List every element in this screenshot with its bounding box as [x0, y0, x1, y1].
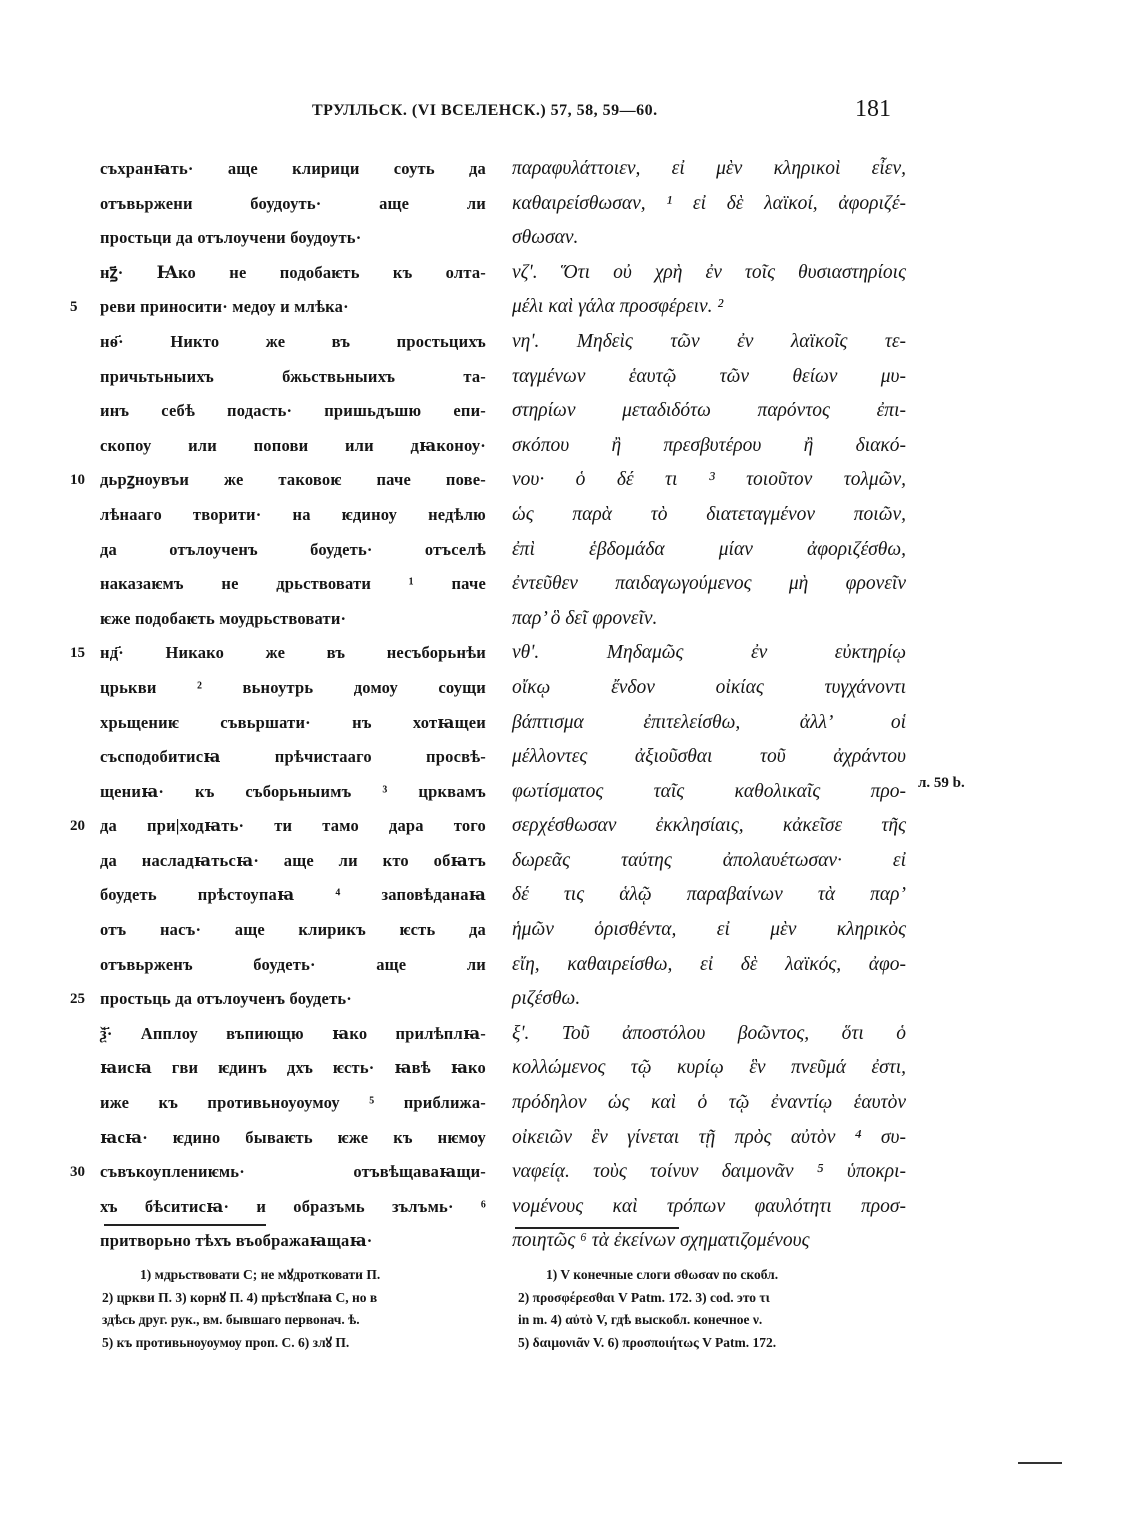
- greek-line: ὡς παρὰ τὸ διατεταγμένον ποιῶν,: [512, 503, 906, 525]
- slavonic-line: [70, 463, 486, 498]
- greek-line: ποιητῶς ⁶ τὰ ἐκείνων σχηματιζομένους: [512, 1230, 810, 1252]
- greek-line: οἴκῳ ἔνδον οἰκίας τυγχάνοντι: [512, 676, 906, 698]
- slavonic-line-text: притворьно тѣхъ въображаꙗщаꙗ·: [100, 1231, 373, 1251]
- greek-line: σθωσαν.: [512, 227, 579, 249]
- slavonic-line: [70, 1155, 486, 1190]
- greek-line: βάπτισμα ἐπιτελείσθω, ἀλλ’ οἱ: [512, 711, 906, 733]
- greek-column: [512, 152, 906, 1259]
- greek-line: μέλλοντες ἀξιοῦσθαι τοῦ ἀχράντου: [512, 746, 906, 768]
- slavonic-line: [100, 1051, 486, 1086]
- slavonic-line: [100, 360, 486, 395]
- slavonic-line: [100, 1017, 486, 1052]
- slavonic-line-text: съсподобитисꙗ прѣчистааго просвѣ-: [100, 747, 486, 767]
- slavonic-line: [70, 290, 486, 325]
- slavonic-line: [100, 567, 486, 602]
- greek-line: ταγμένων ἑαυτῷ τῶν θείων μυ-: [512, 365, 906, 387]
- slavonic-column: [70, 152, 486, 1259]
- footnote-line: 1) V конечные слоги σθωσαν по скобл.: [546, 1267, 779, 1282]
- slavonic-line: [100, 1086, 486, 1121]
- slavonic-line-text: скопоу или попови или дꙗконоу·: [100, 435, 486, 455]
- footnotes-greek: [518, 1264, 908, 1354]
- folio-margin-note: л. 59 b.: [918, 775, 965, 791]
- slavonic-line-text: да при|ходꙗть· ти тамо дара того: [100, 816, 486, 836]
- slavonic-line-text: инъ себѣ подасть· пришьдъшю епи-: [100, 401, 486, 421]
- line-number: 5: [70, 299, 78, 316]
- slavonic-line: [100, 602, 486, 637]
- greek-line: πρόδηλον ὡς καὶ ὁ τῷ ἐναντίῳ ἑαυτὸν: [512, 1092, 906, 1114]
- slavonic-line: [100, 1224, 486, 1259]
- greek-line: κολλώμενος τῷ κυρίῳ ἓν πνεῦμά ἐστι,: [512, 1057, 906, 1079]
- greek-line: μέλι καὶ γάλα προσφέρειν. ²: [512, 296, 724, 318]
- footnote-line: 1) мдрьствовати С; не мꙋдротковати П.: [140, 1267, 381, 1282]
- slavonic-line: [70, 636, 486, 671]
- slavonic-line-text: щениꙗ· къ съборьныимъ ³ црквамъ: [100, 781, 486, 801]
- greek-line: ἡμῶν ὁρισθέντα, εἰ μὲν κληρικὸς: [512, 919, 906, 941]
- slavonic-line: [100, 740, 486, 775]
- footnote-line: 5) къ противьноуоумоу проп. С. 6) злꙋ П.: [102, 1334, 350, 1350]
- slavonic-line: [100, 187, 486, 222]
- slavonic-line: [100, 221, 486, 256]
- slavonic-line: [100, 1190, 486, 1225]
- greek-line: παρ’ ὃ δεῖ φρονεῖν.: [512, 607, 658, 629]
- running-title: ТРУЛЛЬСК. (VI ВСЕЛЕНСК.) 57, 58, 59—60.: [312, 102, 658, 119]
- greek-line: νου· ὁ δέ τι ³ τοιοῦτον τολμῶν,: [512, 469, 906, 491]
- slavonic-line-text: отъ насъ· аще клирикъ ѥсть да: [100, 920, 486, 940]
- slavonic-line-text: да отълоученъ боудеть· отъселѣ: [100, 539, 486, 559]
- slavonic-line-text: наказаѥмъ не дрьствовати ¹ паче: [100, 574, 486, 594]
- greek-line: ξʹ. Τοῦ ἀποστόλου βοῶντος, ὅτι ὁ: [512, 1022, 906, 1044]
- greek-line: νηʹ. Μηδεὶς τῶν ἐν λαϊκοῖς τε-: [512, 330, 906, 352]
- slavonic-line: [100, 913, 486, 948]
- greek-line: δέ τις ἁλῷ παραβαίνων τὰ παρ’: [512, 884, 906, 906]
- footnote-line: 5) δαιμονιᾶν V. 6) προσποιήτως V Patm. 172.: [518, 1334, 777, 1350]
- page-number: 181: [855, 96, 891, 122]
- slavonic-line: [100, 775, 486, 810]
- slavonic-line: [100, 256, 486, 291]
- footnote-line: 2) цркви П. 3) корнꙋ П. 4) прѣстꙋпаꙗ С, но в: [102, 1289, 378, 1305]
- slavonic-line: [100, 706, 486, 741]
- greek-line: εἴη, καθαιρείσθω, εἰ δὲ λαϊκός, ἀφο-: [512, 953, 906, 975]
- slavonic-line: [100, 394, 486, 429]
- greek-line: νζʹ. Ὅτι οὐ χρὴ ἐν τοῖς θυσιαστηρίοις: [512, 261, 906, 283]
- slavonic-line-text: отъвьржени боудоуть· аще ли: [100, 193, 486, 213]
- slavonic-line-text: ꙗисꙗ гви ѥдинъ дхъ ѥсть· ꙗвѣ ꙗко: [100, 1058, 486, 1078]
- slavonic-line: [70, 982, 486, 1017]
- slavonic-line-text: хъ бѣситисꙗ· и образъмь зълъмь· ⁶: [100, 1196, 486, 1216]
- slavonic-line-text: съхранꙗть· аще клирици соуть да: [100, 159, 486, 178]
- slavonic-line: [100, 671, 486, 706]
- slavonic-line-text: причьтьныихъ бжьствьныихъ та-: [100, 366, 486, 386]
- slavonic-line-text: хрьщениѥ съвьршати· нъ хотꙗщеи: [100, 712, 486, 732]
- slavonic-line: [70, 809, 486, 844]
- line-number: 30: [70, 1164, 85, 1181]
- slavonic-line-text: да насладꙗтьсꙗ· аще ли кто обꙗтъ: [100, 850, 486, 870]
- greek-line: ναφείᾳ. τοὺς τοίνυν δαιμονᾶν ⁵ ὑποκρι-: [512, 1161, 906, 1183]
- greek-line: στηρίων μεταδιδότω παρόντος ἐπι-: [512, 400, 906, 422]
- footnote-rule-right: [515, 1227, 679, 1229]
- slavonic-line: [100, 878, 486, 913]
- footnote-line: in m. 4) αὐτὸ V, гдѣ выскобл. конечное ν.: [518, 1312, 763, 1327]
- slavonic-line-text: нꙁ҃· Ꙗко не подобаѥть къ олта-: [100, 262, 486, 282]
- slavonic-line: [100, 1121, 486, 1156]
- slavonic-line-text: реви приносити· медоу и млѣка·: [100, 297, 349, 317]
- line-number: 10: [70, 472, 85, 489]
- slavonic-line: [100, 844, 486, 879]
- footnote-line: здѣсь друг. рук., вм. бывшаго первонач. ѣ.: [102, 1312, 360, 1327]
- greek-line: καθαιρείσθωσαν, ¹ εἰ δὲ λαϊκοί, ἀφοριζέ-: [512, 192, 906, 214]
- slavonic-line-text: црькви ² вьноутрь домоу соущи: [100, 677, 486, 697]
- slavonic-line-text: нд҃· Никако же въ несъборьнѣи: [100, 643, 486, 663]
- slavonic-line-text: простьци да отълоучени боудоуть·: [100, 228, 362, 248]
- greek-line: φωτίσματος ταῖς καθολικαῖς προ-: [512, 780, 906, 802]
- slavonic-line: [100, 533, 486, 568]
- stray-mark: [1018, 1462, 1062, 1464]
- slavonic-line-text: боудеть прѣстоупаꙗ ⁴ заповѣданаꙗ: [100, 885, 486, 905]
- footnotes-slavonic: [102, 1264, 492, 1354]
- slavonic-line-text: ꙗсꙗ· ѥдино бываѥть ѥже къ нѥмоу: [100, 1127, 486, 1147]
- slavonic-line-text: отъвьрженъ боудеть· аще ли: [100, 954, 486, 974]
- slavonic-line-text: лѣнааго творити· на ѥдиноу недѣлю: [100, 504, 486, 524]
- slavonic-line: [100, 429, 486, 464]
- greek-line: ἐπὶ ἑβδομάδα μίαν ἀφοριζέσθω,: [512, 538, 906, 560]
- slavonic-line-text: простьць да отълоученъ боудеть·: [100, 989, 352, 1009]
- line-number: 15: [70, 645, 85, 662]
- slavonic-line-text: иже къ противьноуоумоу ⁵ приближа-: [100, 1093, 486, 1113]
- greek-line: νομένους καὶ τρόπων φαυλότητι προσ-: [512, 1195, 906, 1217]
- slavonic-line: [100, 498, 486, 533]
- slavonic-line: [100, 948, 486, 983]
- greek-line: νθʹ. Μηδαμῶς ἐν εὐκτηρίῳ: [512, 642, 906, 664]
- line-number: 20: [70, 818, 85, 835]
- greek-line: ριζέσθω.: [512, 988, 581, 1010]
- greek-line: ἐντεῦθεν παιδαγωγούμενος μὴ φρονεῖν: [512, 573, 906, 595]
- slavonic-line-text: дьрꙁноувъи же таковоѥ паче пове-: [100, 470, 486, 490]
- greek-line: δωρεᾶς ταύτης ἀπολαυέτωσαν· εἰ: [512, 849, 906, 871]
- slavonic-line-text: ѥже подобаѥть моудрьствовати·: [100, 608, 347, 628]
- greek-line: σκόπου ἢ πρεσβυτέρου ἢ διακό-: [512, 434, 906, 456]
- slavonic-line-text: нѳ҃· Никто же въ простьцихъ: [100, 331, 486, 351]
- greek-line: σερχέσθωσαν ἐκκλησίαις, κἀκεῖσε τῆς: [512, 815, 906, 837]
- greek-line: παραφυλάττοιεν, εἰ μὲν κληρικοὶ εἶεν,: [512, 158, 906, 179]
- slavonic-line: [100, 152, 486, 187]
- slavonic-line-text: съвъкоуплениѥмь· отъвѣщаваꙗщи-: [100, 1162, 486, 1182]
- footnote-rule-left: [104, 1224, 266, 1226]
- slavonic-line-text: ѯ҃· Апплоу въпиющю ꙗко прилѣплꙗ-: [100, 1023, 486, 1043]
- greek-line: οἰκειῶν ἓν γίνεται τῇ πρὸς αὐτὸν ⁴ συ-: [512, 1126, 906, 1148]
- slavonic-line: [100, 325, 486, 360]
- footnote-line: 2) προσφέρεσθαι V Patm. 172. 3) cod. это τι: [518, 1289, 770, 1305]
- line-number: 25: [70, 991, 85, 1008]
